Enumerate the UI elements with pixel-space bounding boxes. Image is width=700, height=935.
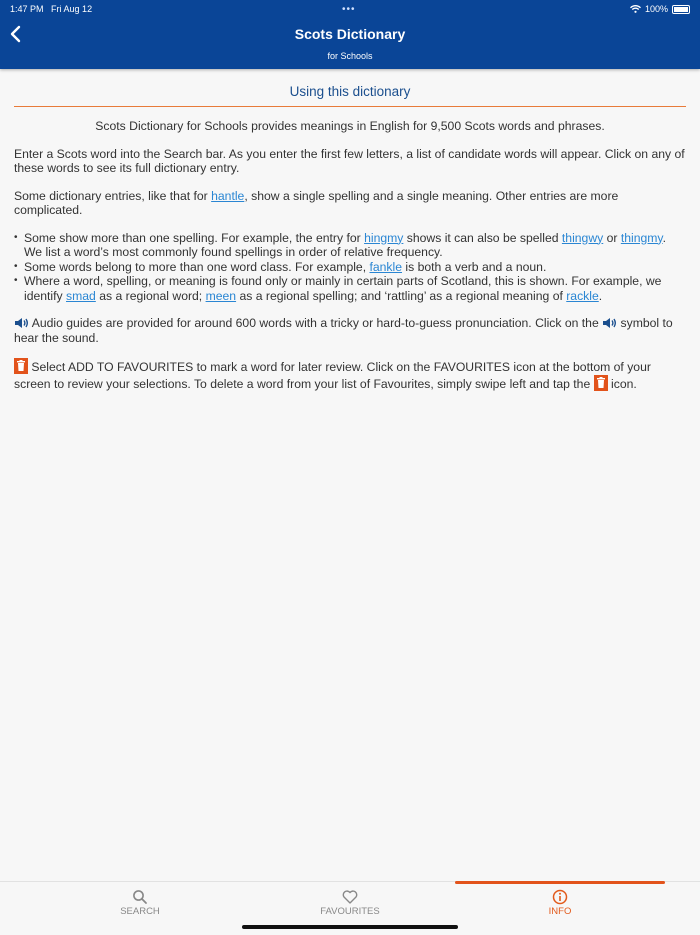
search-help-paragraph: Enter a Scots word into the Search bar. As you enter the first few letters, a list of candidate words will appear. Click on any of these words to see its full dictionary entry. [14, 146, 685, 175]
status-date: Fri Aug 12 [51, 4, 93, 14]
speaker-icon [14, 317, 29, 329]
link-rackle[interactable]: rackle [566, 288, 599, 303]
search-icon [132, 889, 148, 905]
list-item: • Some words belong to more than one word class. For example, fankle is both a verb and a noun. [14, 260, 686, 275]
link-thingmy[interactable]: thingmy [620, 230, 663, 245]
status-time: 1:47 PM [10, 4, 44, 14]
link-thingwy[interactable]: thingwy [561, 230, 604, 245]
heart-icon [342, 889, 358, 905]
link-hantle[interactable]: hantle [211, 188, 245, 203]
multitasking-dots-icon[interactable]: ••• [342, 4, 356, 15]
tab-info[interactable] [460, 882, 660, 922]
title-divider [14, 106, 686, 107]
wifi-icon [630, 5, 641, 13]
link-fankle[interactable]: fankle [369, 259, 403, 274]
entries-paragraph: Some dictionary entries, like that for hantle, show a single spelling and a single meaning. Other entries are more complicated. [14, 188, 619, 217]
audio-paragraph: Audio guides are provided for around 600 words with a tricky or hard-to-guess pronunciation. Click on the symbol to hear the sound. [14, 316, 673, 345]
list-item: • Where a word, spelling, or meaning is found only or mainly in certain parts of Scotland, this is shown. For example, we identify smad as a regional word; meen as a regional spelling; and ‘rattling’ as a regional meaning of rackle. [14, 274, 686, 303]
home-indicator[interactable] [242, 925, 458, 929]
page-title: Using this dictionary [289, 84, 411, 99]
app-subtitle: for Schools [327, 51, 373, 61]
link-meen[interactable]: meen [205, 288, 237, 303]
status-indicators [630, 4, 690, 14]
info-content [14, 119, 686, 404]
favourites-paragraph: Select ADD TO FAVOURITES to mark a word for later review. Click on the FAVOURITES icon at the bottom of your screen to review your selections. To delete a word from your list of Favourites, simply swipe left and tap the icon. [14, 360, 651, 391]
speaker-icon [602, 317, 617, 329]
status-time-date [10, 4, 92, 14]
link-hingmy[interactable]: hingmy [364, 230, 404, 245]
app-header [0, 0, 700, 69]
bullet-list [14, 231, 686, 304]
battery-icon [672, 5, 690, 14]
tab-search-label: SEARCH [120, 906, 160, 917]
tab-info-label: INFO [548, 906, 572, 917]
list-item: • Some show more than one spelling. For example, the entry for hingmy shows it can also be spelled thingwy or thingmy. We list a word’s most commonly found spellings in order of relative frequency. [14, 231, 686, 260]
info-icon [552, 889, 568, 905]
link-smad[interactable]: smad [66, 288, 96, 303]
intro-paragraph: Scots Dictionary for Schools provides meanings in English for 9,500 Scots words and phrases. [95, 119, 605, 133]
bin-icon [594, 375, 608, 391]
battery-percent: 100% [644, 4, 668, 14]
tab-favourites[interactable] [250, 882, 450, 922]
tab-search[interactable] [40, 882, 240, 922]
tab-favourites-label: FAVOURITES [320, 906, 380, 917]
app-title: Scots Dictionary [294, 26, 406, 42]
bin-icon [14, 358, 28, 374]
